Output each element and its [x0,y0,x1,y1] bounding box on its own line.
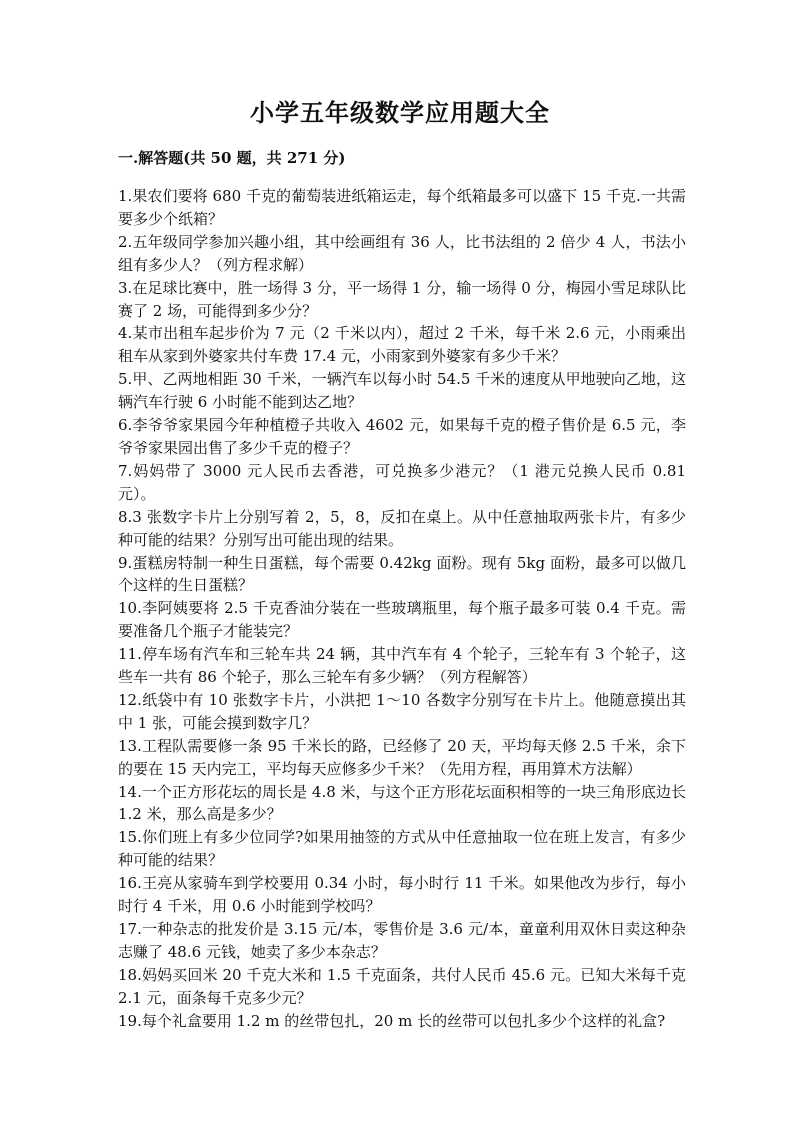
question-item: 12.纸袋中有 10 张数字卡片，小洪把 1～10 各数字分别写在卡片上。他随意摸出其中 1 张，可能会摸到数字几？ [118,690,686,732]
question-item: 7.妈妈带了 3000 元人民币去香港，可兑换多少港元？（1 港元兑换人民币 0.81 元）。 [118,461,686,503]
question-item: 15.你们班上有多少位同学?如果用抽签的方式从中任意抽取一位在班上发言，有多少种可能的结果？ [118,828,686,870]
question-item: 11.停车场有汽车和三轮车共 24 辆，其中汽车有 4 个轮子，三轮车有 3 个轮子，这些车一共有 86 个轮子，那么三轮车有多少辆？（列方程解答） [118,645,686,687]
question-list [118,185,686,1033]
question-item: 16.王亮从家骑车到学校要用 0.34 小时，每小时行 11 千米。如果他改为步行，每小时行 4 千米，用 0.6 小时能到学校吗？ [118,874,686,916]
question-item: 1.果农们要将 680 千克的葡萄装进纸箱运走，每个纸箱最多可以盛下 15 千克.一共需要多少个纸箱？ [118,187,686,228]
question-item: 17.一种杂志的批发价是 3.15 元/本，零售价是 3.6 元/本，童童利用双休日卖这种杂志赚了 48.6 元钱，她卖了多少本杂志？ [118,920,686,961]
question-item: 9.蛋糕房特制一种生日蛋糕，每个需要 0.42kg 面粉。现有 5kg 面粉，最多可以做几个这样的生日蛋糕？ [118,553,686,595]
question-item: 5.甲、乙两地相距 30 千米，一辆汽车以每小时 54.5 千米的速度从甲地驶向乙地，这辆汽车行驶 6 小时能不能到达乙地？ [118,370,686,412]
question-item: 10.李阿姨要将 2.5 千克香油分装在一些玻璃瓶里，每个瓶子最多可装 0.4 千克。需要准备几个瓶子才能装完？ [118,599,686,641]
question-item: 18.妈妈买回米 20 千克大米和 1.5 千克面条，共付人民币 45.6 元。已知大米每千克 2.1 元，面条每千克多少元？ [118,965,686,1007]
question-item: 13.工程队需要修一条 95 千米长的路，已经修了 20 天，平均每天修 2.5 千米，余下的要在 15 天内完工，平均每天应修多少千米？（先用方程，再用算术方法解） [118,736,686,778]
question-item: 8.3 张数字卡片上分别写着 2，5，8，反扣在桌上。从中任意抽取两张卡片，有多少种可能的结果？分别写出可能出现的结果。 [118,507,686,549]
question-item: 4.某市出租车起步价为 7 元（2 千米以内），超过 2 千米，每千米 2.6 元，小雨乘出租车从家到外婆家共付车费 17.4 元，小雨家到外婆家有多少千米？ [118,324,686,366]
question-item: 3.在足球比赛中，胜一场得 3 分，平一场得 1 分，输一场得 0 分，梅园小雪足球队比赛了 2 场，可能得到多少分？ [118,278,686,320]
section-heading: 一.解答题(共 50 题，共 271 分) [118,149,346,167]
page-title: 小学五年级数学应用题大全 [250,98,550,127]
question-item: 2.五年级同学参加兴趣小组，其中绘画组有 36 人，比书法组的 2 倍少 4 人，书法小组有多少人？（列方程求解） [118,232,686,274]
question-item: 6.李爷爷家果园今年种植橙子共收入 4602 元，如果每千克的橙子售价是 6.5 元，李爷爷家果园出售了多少千克的橙子？ [118,416,686,457]
question-item: 14.一个正方形花坛的周长是 4.8 米，与这个正方形花坛面积相等的一块三角形底边长 1.2 米，那么高是多少？ [118,782,686,824]
question-item: 19.每个礼盒要用 1.2 m 的丝带包扎，20 m 长的丝带可以包扎多少个这样的礼盒? [118,1011,666,1030]
